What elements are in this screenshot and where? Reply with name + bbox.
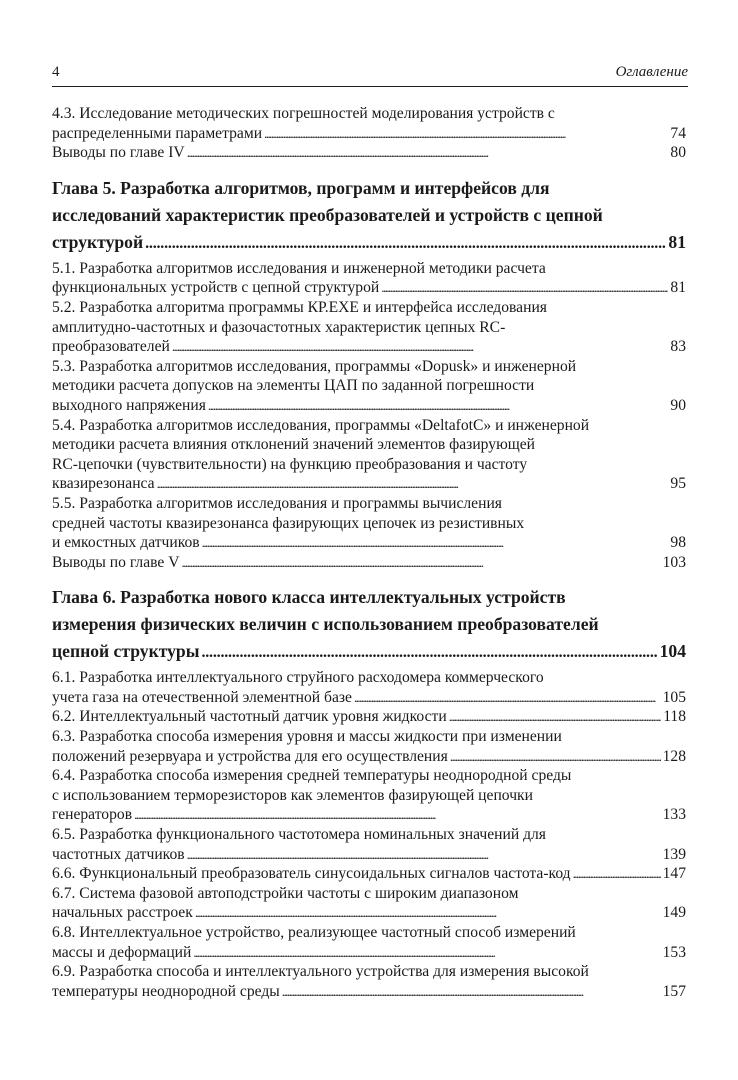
toc-entry-text: функциональных устройств с цепной структурой (52, 279, 380, 297)
dot-leader (354, 688, 661, 708)
toc-entry[interactable] (52, 962, 686, 1001)
toc-chapter-heading[interactable] (52, 175, 686, 257)
toc-entry-text: положений резервуара и устройства для его осуществления (52, 747, 448, 765)
toc-entry-text: 5.5. Разработка алгоритмов исследования и программы вычисления (52, 494, 502, 512)
toc-entry-text: Выводы по главе V (52, 553, 180, 571)
dot-leader (264, 124, 668, 144)
toc-page-number: 128 (662, 747, 686, 765)
dot-leader (381, 278, 668, 298)
toc-entry[interactable] (52, 553, 686, 573)
toc-page-number: 81 (670, 279, 686, 297)
toc-page-number: 98 (670, 534, 686, 552)
toc-page-number: 149 (662, 904, 686, 922)
dot-leader (182, 553, 661, 573)
toc-entry-text: с использованием терморезисторов как элементов фазирующей цепочки (52, 786, 533, 804)
toc-entry-text: начальных расстроек (52, 904, 193, 922)
toc-entry-text: 6.5. Разработка функционального частотомера номинальных значений для (52, 826, 546, 844)
toc-page-number: 139 (662, 845, 686, 863)
toc-page-number: 118 (663, 708, 686, 726)
toc-entry[interactable] (52, 259, 686, 298)
toc-page-number: 133 (662, 806, 686, 824)
toc-entry[interactable] (52, 825, 686, 864)
toc-entry-text: 5.3. Разработка алгоритмов исследования, программы «Dopusk» и инженерной (52, 357, 577, 375)
toc-entry[interactable] (52, 923, 686, 962)
toc-entry[interactable] (52, 864, 686, 884)
toc-page-number: 95 (670, 475, 686, 493)
toc-entry-text: методики расчета влияния отклонений значений элементов фазирующей (52, 436, 535, 454)
dot-leader (134, 805, 661, 825)
toc-entry[interactable] (52, 143, 686, 163)
running-title: Оглавление (615, 64, 688, 80)
toc-page-number: 81 (668, 231, 686, 252)
dot-leader (202, 533, 669, 553)
toc-entry-text: 6.3. Разработка способа измерения уровня и массы жидкости при изменении (52, 728, 562, 746)
dot-leader (208, 396, 669, 416)
toc-entry-text: Выводы по главе IV (52, 144, 185, 162)
toc-page-number: 147 (662, 865, 686, 883)
dot-leader (187, 845, 661, 865)
toc-entry-text: методики расчета допусков на элементы ЦАП по заданной погрешности (52, 377, 535, 395)
toc-page-number: 90 (670, 396, 686, 414)
toc-page-number: 103 (662, 553, 686, 571)
toc-entry-text: распределенными параметрами (52, 124, 263, 142)
page-number: 4 (52, 64, 60, 80)
dot-leader (157, 474, 669, 494)
toc-entry-text: температуры неоднородной среды (52, 982, 280, 1000)
table-of-contents (52, 104, 686, 1001)
toc-entry-text: частотных датчиков (52, 845, 185, 863)
toc-entry[interactable] (52, 668, 686, 707)
dot-leader (195, 903, 661, 923)
toc-entry-text: выходного напряжения (52, 396, 206, 414)
toc-page-number: 157 (662, 982, 686, 1000)
toc-entry[interactable] (52, 416, 686, 494)
toc-entry-text: Глава 5. Разработка алгоритмов, программ и интерфейсов для (52, 177, 550, 198)
toc-page-number: 80 (670, 144, 686, 162)
dot-leader (201, 638, 657, 666)
toc-entry-text: RC-цепочки (чувствительности) на функцию преобразования и частоту (52, 455, 528, 473)
toc-entry-text: исследований характеристик преобразователей и устройств с цепной (52, 204, 603, 225)
toc-entry-text: 5.4. Разработка алгоритмов исследования, программы «DeltafotC» и инженерной (52, 416, 590, 434)
toc-page-number: 153 (662, 943, 686, 961)
toc-entry[interactable] (52, 766, 686, 825)
toc-entry-text: 6.2. Интеллектуальный частотный датчик уровня жидкости (52, 708, 447, 726)
toc-entry[interactable] (52, 104, 686, 143)
toc-entry[interactable] (52, 357, 686, 416)
dot-leader (172, 337, 669, 357)
toc-entry-text: массы и деформаций (52, 943, 192, 961)
toc-page-number: 74 (670, 124, 686, 142)
toc-entry-text: квазирезонанса (52, 475, 155, 493)
dot-leader (145, 229, 666, 257)
toc-entry-text: 6.6. Функциональный преобразователь синусоидальных сигналов частота-код (52, 865, 571, 883)
toc-entry-text: 6.1. Разработка интеллектуального струйного расходомера коммерческого (52, 669, 544, 687)
dot-leader (450, 747, 661, 767)
toc-entry-text: Глава 6. Разработка нового класса интеллектуальных устройств (52, 587, 566, 608)
toc-entry[interactable] (52, 727, 686, 766)
dot-leader (573, 864, 661, 884)
page-header (52, 62, 688, 87)
toc-entry[interactable] (52, 707, 686, 727)
toc-entry[interactable] (52, 884, 686, 923)
dot-leader (193, 943, 660, 963)
toc-entry-text: преобразователей (52, 338, 170, 356)
dot-leader (187, 143, 669, 163)
toc-page-number: 105 (662, 688, 686, 706)
dot-leader (449, 707, 662, 727)
toc-entry-text: 4.3. Исследование методических погрешностей моделирования устройств с (52, 105, 555, 122)
toc-entry-text: измерения физических величин с использованием преобразователей (52, 614, 599, 635)
toc-entry-text: учета газа на отечественной элементной базе (52, 688, 352, 706)
toc-entry-text: генераторов (52, 806, 133, 824)
toc-entry-text: 6.4. Разработка способа измерения средней температуры неоднородной среды (52, 767, 572, 785)
toc-entry[interactable] (52, 494, 686, 553)
toc-page-number: 83 (670, 338, 686, 356)
dot-leader (282, 982, 661, 1002)
toc-page-number: 104 (659, 641, 686, 662)
toc-entry-text: и емкостных датчиков (52, 534, 200, 552)
toc-entry-text: средней частоты квазирезонанса фазирующих цепочек из резистивных (52, 514, 525, 532)
toc-entry-text: 5.2. Разработка алгоритма программы КР.EXE и интерфейса исследования (52, 298, 547, 316)
toc-entry-text: амплитудно-частотных и фазочастотных характеристик цепных RC- (52, 318, 506, 336)
toc-entry[interactable] (52, 298, 686, 357)
toc-entry-text: цепной структуры (52, 641, 200, 662)
toc-entry-text: структурой (52, 231, 144, 252)
toc-entry-text: 5.1. Разработка алгоритмов исследования и инженерной методики расчета (52, 259, 546, 277)
toc-entry-text: 6.9. Разработка способа и интеллектуального устройства для измерения высокой (52, 963, 589, 981)
toc-entry-text: 6.8. Интеллектуальное устройство, реализующее частотный способ измерений (52, 924, 576, 941)
toc-chapter-heading[interactable] (52, 584, 686, 666)
toc-entry-text: 6.7. Система фазовой автоподстройки частоты с широким диапазоном (52, 884, 519, 902)
